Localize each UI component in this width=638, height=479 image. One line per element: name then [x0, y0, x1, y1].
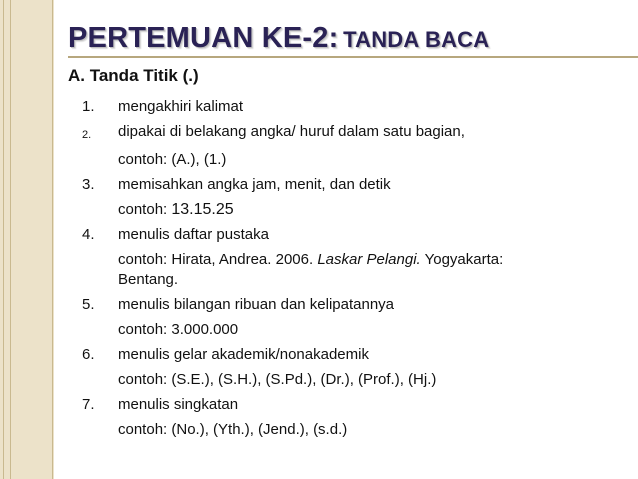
item-text: dipakai di belakang angka/ huruf dalam satu bagian,	[118, 123, 465, 140]
item-number: 7.	[82, 396, 95, 413]
item-number: 3.	[82, 176, 95, 193]
item-text: memisahkan angka jam, menit, dan detik	[118, 176, 391, 193]
item-text: mengakhiri kalimat	[118, 98, 244, 115]
list-item	[82, 295, 622, 315]
item-text: menulis bilangan ribuan dan kelipatannya	[118, 296, 395, 313]
example-value: 13.15.25	[171, 201, 234, 218]
item-number: 5.	[82, 296, 95, 313]
list-item	[82, 225, 622, 245]
list-item	[82, 122, 622, 145]
item-example	[82, 200, 622, 220]
example-part-a: contoh: Hirata, Andrea. 2006.	[118, 251, 318, 268]
example-prefix: contoh:	[118, 201, 172, 218]
list-item	[82, 97, 622, 117]
item-text: menulis singkatan	[118, 396, 239, 413]
sidebar-line	[10, 0, 11, 479]
item-example: contoh: (No.), (Yth.), (Jend.), (s.d.)	[118, 421, 348, 438]
decorative-sidebar	[0, 0, 54, 479]
title-main: PERTEMUAN KE-2:	[68, 22, 339, 54]
item-number: 1.	[82, 98, 95, 115]
sidebar-line	[52, 0, 53, 479]
item-example: contoh: (A.), (1.)	[118, 151, 227, 168]
section-heading: A. Tanda Titik (.)	[68, 66, 199, 85]
bullet-list	[82, 97, 622, 440]
item-text: menulis daftar pustaka	[118, 226, 269, 243]
item-text: menulis gelar akademik/nonakademik	[118, 346, 369, 363]
example-italic-title: Laskar Pelangi.	[317, 251, 421, 268]
item-number: 6.	[82, 346, 95, 363]
item-number: 2.	[82, 129, 92, 141]
list-item	[82, 345, 622, 365]
item-example: contoh: (S.E.), (S.H.), (S.Pd.), (Dr.), (Prof.), (Hj.)	[118, 371, 437, 388]
item-example-line2: Bentang.	[118, 271, 179, 288]
sidebar-line	[3, 0, 4, 479]
title-rule	[68, 56, 638, 58]
slide-title	[68, 22, 489, 55]
item-number: 4.	[82, 226, 95, 243]
list-item	[82, 395, 622, 415]
title-sub: TANDA BACA	[343, 27, 490, 52]
example-part-b: Yogyakarta:	[420, 251, 504, 268]
item-example	[82, 250, 622, 270]
item-example: contoh: 3.000.000	[118, 321, 239, 338]
list-item	[82, 175, 622, 195]
